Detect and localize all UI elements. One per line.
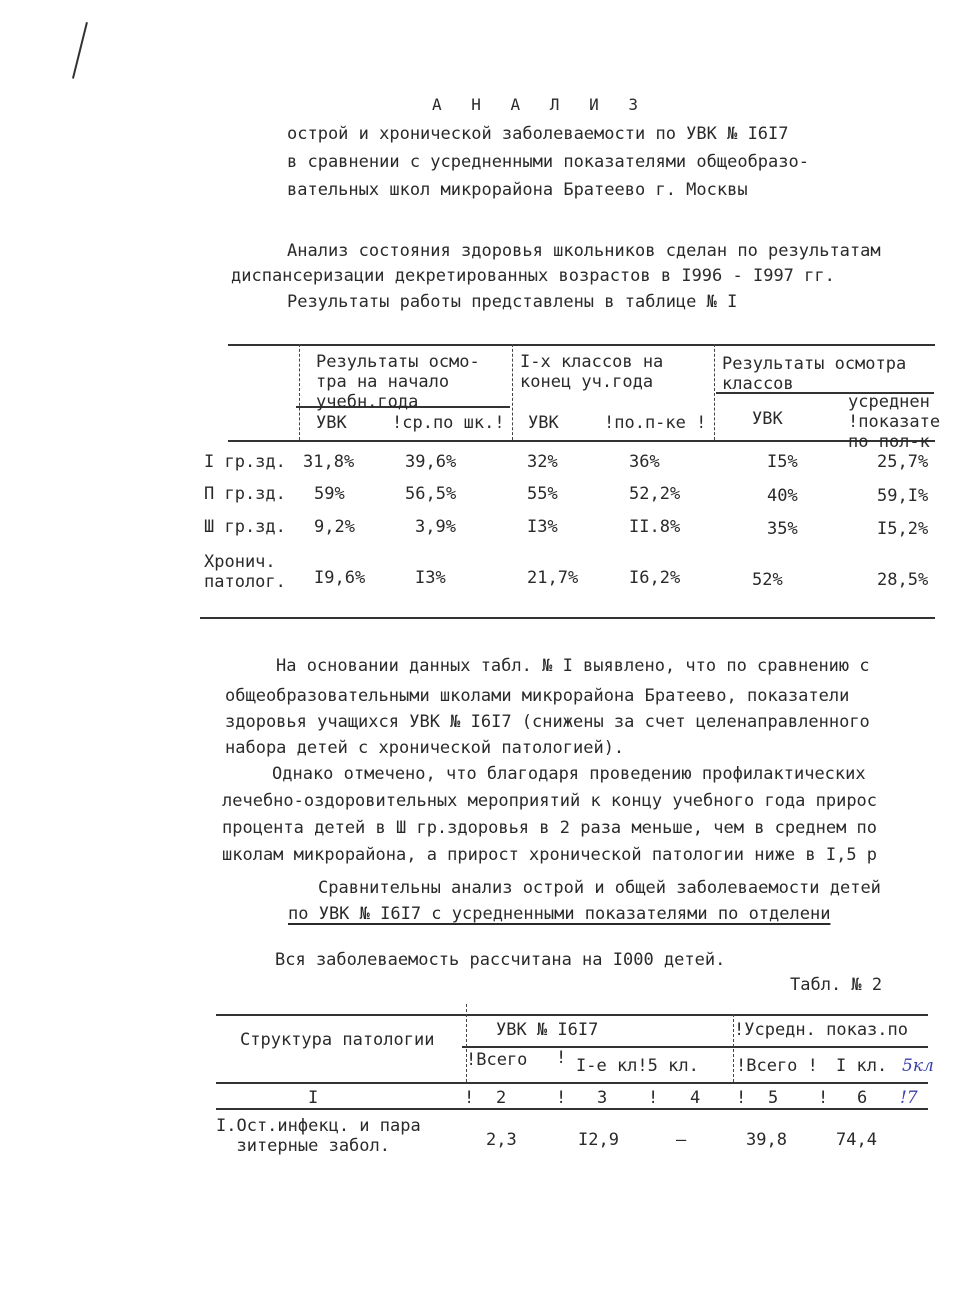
- paragraph2-line-2: лечебно-оздоровительных мероприятий к концу учебного года прирос: [222, 791, 878, 811]
- table1-divider: [299, 344, 300, 440]
- table1-cell: 3,9%: [415, 517, 456, 537]
- table2-subhead: !: [556, 1048, 567, 1068]
- table1-cell: I9,6%: [314, 568, 366, 588]
- pen-mark: [72, 22, 88, 79]
- table2-col-number: 6: [857, 1088, 868, 1108]
- table2-cell: I2,9: [578, 1130, 619, 1150]
- table1-cell: 21,7%: [527, 568, 579, 588]
- table1-top-rule: [228, 344, 935, 346]
- table2-col-number: I: [308, 1088, 319, 1108]
- table1-cell: 56,5%: [405, 484, 457, 504]
- table1-cell: 9,2%: [314, 517, 355, 537]
- paragraph1-line-3: здоровья учащихся УВК № I6I7 (снижены за счет целенаправленного: [225, 712, 870, 732]
- table1-subhead: !ср.по шк.!: [392, 413, 505, 433]
- intro-line-3: Результаты работы представлены в таблице № I: [287, 292, 738, 312]
- comparison-line-2: по УВК № I6I7 с усредненными показателями по отделени: [288, 904, 831, 924]
- table1-cell: I6,2%: [629, 568, 681, 588]
- intro-line-1: Анализ состояния здоровья школьников сделан по результатам: [287, 241, 881, 261]
- table2-col-number: 3: [597, 1088, 608, 1108]
- table2-number-rule: [216, 1108, 928, 1110]
- table2-subhead: !Всего !: [736, 1056, 818, 1076]
- table1-cell: 59,I%: [877, 486, 929, 506]
- table2-col-number: 4: [690, 1088, 701, 1108]
- table1-cell: I3%: [415, 568, 446, 588]
- table2-col-number: 5: [768, 1088, 779, 1108]
- table1-cell: 25,7%: [877, 452, 929, 472]
- table1-cell: 59%: [314, 484, 345, 504]
- table1-bottom-rule: [200, 617, 935, 619]
- table1-header-rule: [228, 440, 935, 442]
- paragraph2-line-4: школам микрорайона, а прирост хронической патологии ниже в I,5 р: [222, 845, 878, 865]
- table1-subhead: !по.п-ке !: [604, 413, 707, 433]
- table2-row-label: I.Ост.инфекц. и пара зитерные забол.: [216, 1116, 421, 1156]
- table1-row-label: Хронич. патолог.: [204, 552, 286, 592]
- table2-cell: 74,4: [836, 1130, 877, 1150]
- table2-cell: 2,3: [486, 1130, 517, 1150]
- table1-cell: 55%: [527, 484, 558, 504]
- table2-header-rule: [216, 1082, 928, 1084]
- intro-line-2: диспансеризации декретированных возрастов в I996 - I997 гг.: [231, 266, 835, 286]
- table1-divider: [512, 344, 513, 440]
- table1-subhead: УВК: [528, 413, 559, 433]
- table1-cell: 36%: [629, 452, 660, 472]
- comparison-line-1: Сравнительны анализ острой и общей заболеваемости детей: [318, 878, 881, 898]
- table1-cell: II.8%: [629, 517, 681, 537]
- table1-cell: I3%: [527, 517, 558, 537]
- document-title: А Н А Л И З: [432, 95, 648, 114]
- table1-cell: 39,6%: [405, 452, 457, 472]
- table2-col-number: !: [736, 1088, 747, 1108]
- table1-group-first-class: I-х классов на конец уч.года: [520, 352, 664, 392]
- table1-subhead: усреднен !показате по пол-к: [848, 392, 941, 452]
- table2-col-number-handwritten: !7: [900, 1088, 918, 1108]
- table2-top-rule: [216, 1014, 928, 1016]
- table2-col-number: 2: [496, 1088, 507, 1108]
- paragraph2-line-1: Однако отмечено, что благодаря проведению профилактических: [272, 764, 866, 784]
- table2-structure-header: Структура патологии: [240, 1030, 435, 1050]
- table2-subhead: I-е кл!5 кл.: [576, 1056, 699, 1076]
- table1-row-label: П гр.зд.: [204, 484, 286, 504]
- table1-row-label: Ш гр.зд.: [204, 517, 286, 537]
- heading-line-3: вательных школ микрорайона Братеево г. Москвы: [287, 180, 748, 200]
- table2-cell: –: [676, 1130, 687, 1150]
- table1-row-label: I гр.зд.: [204, 452, 286, 472]
- table1-group-end: Результаты осмотра классов: [722, 354, 907, 394]
- table2-uvk-header: УВК № I6I7: [496, 1020, 599, 1040]
- table1-cell: 52%: [752, 570, 783, 590]
- table1-group-start: Результаты осмо- тра на начало учебн.года: [316, 352, 480, 412]
- table1-cell: 28,5%: [877, 570, 929, 590]
- incidence-note: Вся заболеваемость рассчитана на I000 детей.: [275, 950, 726, 970]
- paragraph1-line-4: набора детей с хронической патологией).: [225, 738, 625, 758]
- table1-cell: 31,8%: [303, 452, 355, 472]
- table2-col-number: !: [648, 1088, 659, 1108]
- table1-cell: 52,2%: [629, 484, 681, 504]
- paragraph1-line-2: общеобразовательными школами микрорайона Братеево, показатели: [225, 686, 850, 706]
- paragraph2-line-3: процента детей в Ш гр.здоровья в 2 раза меньше, чем в среднем по: [222, 818, 878, 838]
- table2-divider: [466, 1004, 467, 1082]
- table1-subhead: УВК: [752, 409, 783, 429]
- paragraph1-line-1: На основании данных табл. № I выявлено, что по сравнению с: [276, 656, 870, 676]
- table2-average-header: !Усредн. показ.по: [734, 1020, 908, 1040]
- table2-group-rule: [462, 1046, 928, 1048]
- heading-line-2: в сравнении с усредненными показателями общеобразо-: [287, 152, 809, 172]
- table1-cell: I5,2%: [877, 519, 929, 539]
- table2-col-number: !: [464, 1088, 475, 1108]
- table2-subhead: !Всего: [466, 1050, 528, 1070]
- table1-divider: [714, 344, 715, 440]
- table1-cell: I5%: [767, 452, 798, 472]
- table2-subhead-handwritten: 5кл: [902, 1056, 934, 1076]
- table1-subhead: УВК: [316, 413, 347, 433]
- table1-cell: 32%: [527, 452, 558, 472]
- table2-subhead: I кл.: [836, 1056, 888, 1076]
- table2-cell: 39,8: [746, 1130, 787, 1150]
- table2-label: Табл. № 2: [790, 975, 883, 995]
- table1-cell: 40%: [767, 486, 798, 506]
- table1-cell: 35%: [767, 519, 798, 539]
- table2-col-number: !: [556, 1088, 567, 1108]
- table2-col-number: !: [818, 1088, 829, 1108]
- heading-line-1: острой и хронической заболеваемости по УВК № I6I7: [287, 124, 789, 144]
